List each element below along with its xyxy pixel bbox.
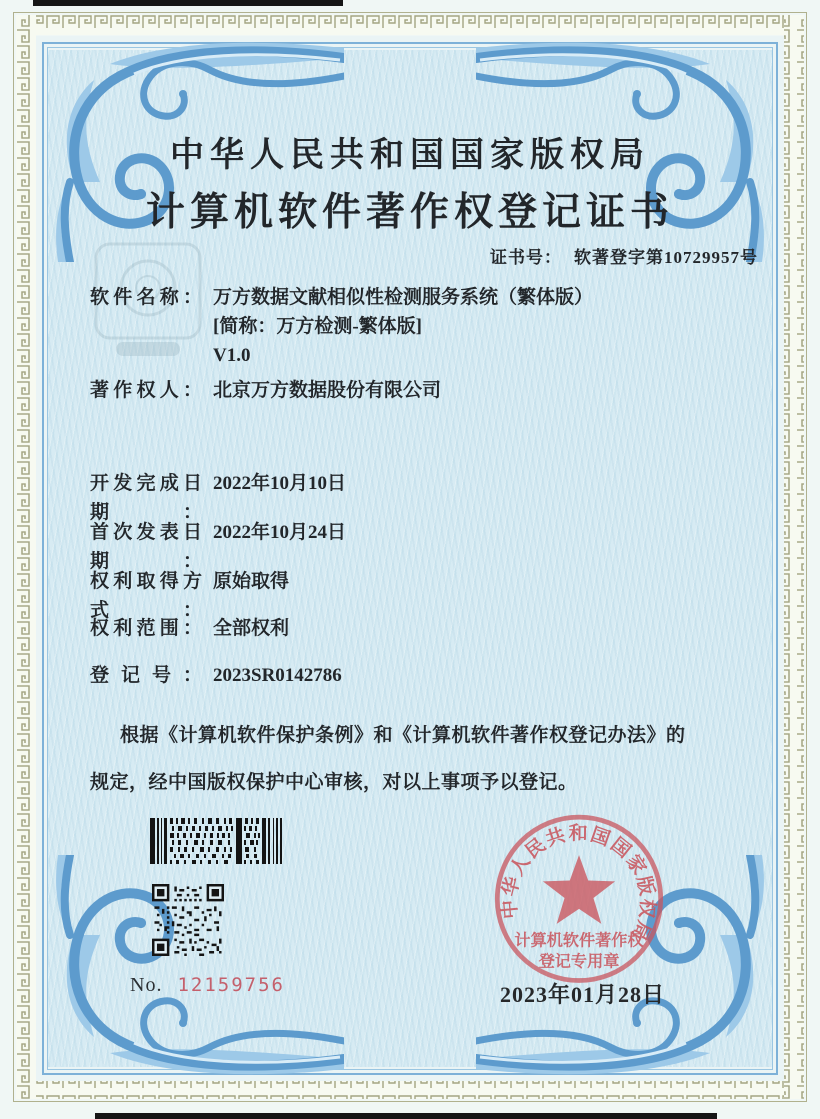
field-label: 权利范围： [90, 618, 202, 639]
field-value-line: 原始取得 [213, 571, 290, 592]
field-value-line: 2022年10月10日 [213, 473, 347, 494]
certificate-title: 计算机软件著作权登记证书 [145, 191, 674, 234]
issuing-authority-title: 中华人民共和国国家版权局 [170, 137, 650, 174]
scan-artifact-top [33, 0, 343, 6]
serial-label: No. [130, 974, 163, 996]
field-value-line: 北京万方数据股份有限公司 [213, 380, 442, 401]
field-label: 登记号： [90, 665, 202, 686]
seal-text-line1: 计算机软件著作权 [514, 932, 644, 950]
field-software-name [90, 283, 764, 370]
serial-number-line [130, 974, 285, 997]
field-label: 软件名称： [90, 287, 202, 308]
field-label: 首次发表日期： [90, 522, 202, 572]
statement-line: 规定，经中国版权保护中心审核，对以上事项予以登记。 [90, 772, 578, 793]
field-registration-number [90, 661, 764, 690]
certificate-number-label: 证书号： [490, 248, 562, 267]
field-value-line: 2023SR0142786 [213, 665, 342, 686]
field-dev-complete-date [90, 469, 764, 523]
seal-text-line2: 登记专用章 [538, 953, 620, 971]
field-value-line: 全部权利 [213, 618, 290, 639]
field-rights-acquisition [90, 567, 764, 621]
certificate-number-value: 软著登字第10729957号 [574, 248, 758, 267]
registration-statement [90, 712, 742, 806]
official-seal [484, 801, 674, 991]
field-value-line: 2022年10月24日 [213, 522, 347, 543]
serial-number: 12159756 [177, 974, 285, 996]
seal-star-icon [543, 855, 615, 924]
field-label: 权利取得方式： [90, 571, 202, 621]
field-label: 著作权人： [90, 380, 202, 401]
field-label: 开发完成日期： [90, 473, 202, 523]
field-value-line: 万方数据文献相似性检测服务系统（繁体版） [213, 287, 594, 308]
statement-line: 根据《计算机软件保护条例》和《计算机软件著作权登记办法》的 [120, 725, 686, 746]
field-copyright-owner [90, 376, 764, 405]
field-value-line: [简称：万方检测-繁体版] [213, 316, 422, 337]
barcode-icon [150, 818, 282, 864]
seal-ring-text: 中华人民共和国国家版权局 [499, 823, 658, 946]
qr-code-icon [152, 884, 224, 956]
field-first-publish-date [90, 518, 764, 572]
field-rights-scope [90, 614, 764, 643]
certificate-number [490, 243, 758, 268]
issue-date: 2023年01月28日 [500, 982, 666, 1007]
scan-artifact-bottom [95, 1113, 717, 1119]
field-value-line: V1.0 [213, 345, 251, 366]
